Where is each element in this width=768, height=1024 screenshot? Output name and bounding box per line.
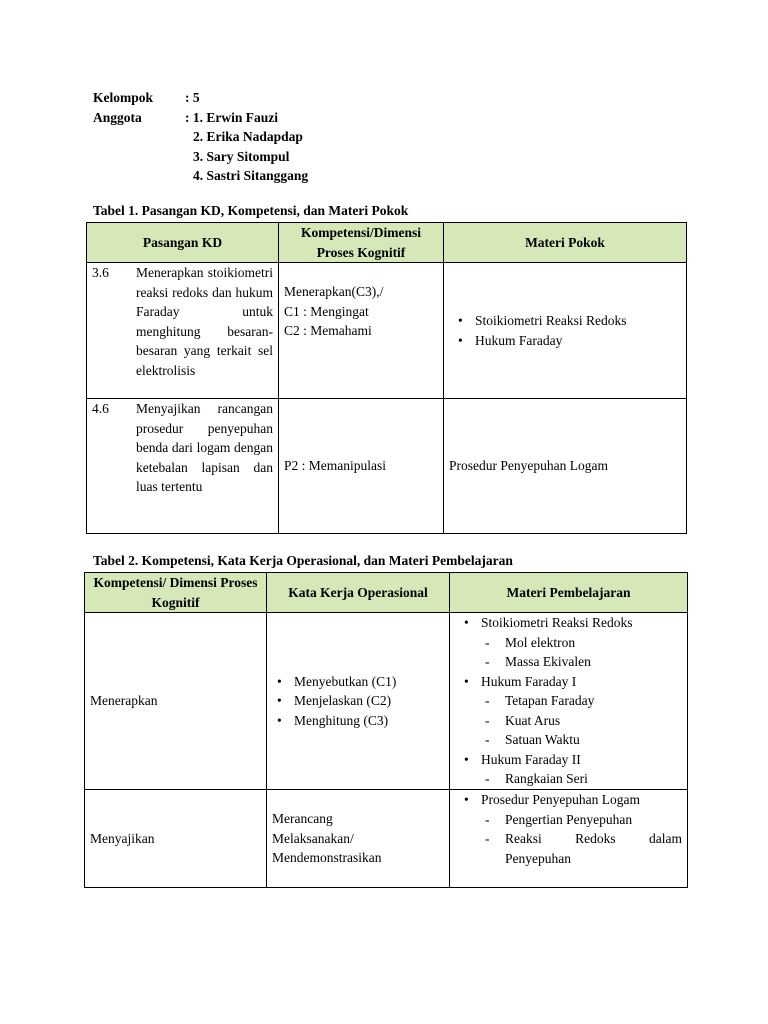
member-2: 2. Erika Nadapdap [193, 129, 303, 144]
t1-r2-materi: Prosedur Penyepuhan Logam [444, 399, 687, 534]
table-row [87, 263, 687, 399]
t2-materi-sub: - Kuat Arus [481, 711, 682, 731]
t1-r1-komp-2: C1 : Mengingat [284, 303, 369, 319]
t1-r1-num: 3.6 [92, 265, 109, 280]
t2-r2-materi-title: • Prosedur Penyepuhan Logam [481, 792, 640, 807]
kelompok-label: Kelompok [93, 90, 154, 105]
t2-r1-kko-1: • Menyebutkan (C1) [272, 672, 444, 692]
anggota-label: Anggota [93, 109, 142, 125]
list-item [459, 750, 682, 789]
table1 [86, 222, 687, 534]
member-3: 3. Sary Sitompul [193, 148, 290, 164]
t2-header-kko: Kata Kerja Operasional [267, 573, 450, 613]
table1-caption: Tabel 1. Pasangan KD, Kompetensi, dan Materi Pokok [93, 203, 409, 218]
table2-caption: Tabel 2. Kompetensi, Kata Kerja Operasional, dan Materi Pembelajaran [93, 553, 513, 568]
table-row [85, 790, 688, 888]
t1-r1-materi-2: • Hukum Faraday [453, 331, 681, 351]
t2-r2-komp: Menyajikan [85, 790, 267, 888]
list-item [459, 613, 682, 672]
t2-r1-kko-2: • Menjelaskan (C2) [272, 691, 444, 711]
t2-r1-kko-3: • Menghitung (C3) [272, 711, 444, 731]
t2-header-komp: Kompetensi/ Dimensi Proses Kognitif [85, 573, 267, 613]
t2-materi-sub: - Rangkaian Seri [481, 769, 682, 789]
t2-r1-kko-cell [267, 613, 450, 790]
t1-r1-materi-cell [444, 263, 687, 399]
t2-materi-sub: - Satuan Waktu [481, 730, 682, 750]
group-info [93, 88, 308, 186]
list-item [459, 790, 682, 868]
t2-r2-materi-sub: - Reaksi Redoks dalam Penyepuhan [481, 829, 682, 868]
t2-r1-materi-cell [450, 613, 688, 790]
t2-r2-materi-sub: - Pengertian Penyepuhan [481, 810, 682, 830]
member-4: 4. Sastri Sitanggang [193, 168, 309, 183]
t2-header-materi: Materi Pembelajaran [450, 573, 688, 613]
t1-r2-num: 4.6 [92, 401, 109, 416]
t1-r1-kd: Menerapkan stoikiometri reaksi redoks dan hukum Faraday untuk menghitung besaran-besaran yang terkait sel elektrolisis [136, 265, 273, 378]
t1-r1-kd-cell [87, 263, 279, 399]
table2 [84, 572, 688, 888]
table-row [87, 399, 687, 534]
t1-header-materi: Materi Pokok [444, 223, 687, 263]
t1-r1-komp-cell [279, 263, 444, 399]
t2-r2-kko-2: Melaksanakan/ [272, 830, 354, 846]
table-row [85, 613, 688, 790]
t1-r1-komp-1: Menerapkan(C3),/ [284, 284, 384, 299]
t1-r2-kd-cell [87, 399, 279, 534]
t1-header-komp: Kompetensi/Dimensi Proses Kognitif [279, 223, 444, 263]
t2-materi-sub: - Massa Ekivalen [481, 652, 682, 672]
t2-materi-title-2: Hukum Faraday I [481, 673, 577, 689]
t2-materi-sub: - Tetapan Faraday [481, 691, 682, 711]
t2-materi-title-1: Stoikiometri Reaksi Redoks [481, 615, 633, 630]
t1-r1-materi-1: • Stoikiometri Reaksi Redoks [453, 311, 681, 331]
t2-materi-title-3: Hukum Faraday II [481, 751, 581, 767]
list-item [459, 672, 682, 750]
kelompok-value: : 5 [185, 90, 200, 105]
t2-materi-sub: - Mol elektron [481, 633, 682, 653]
member-1: : 1. Erwin Fauzi [185, 109, 278, 125]
t1-r2-kd: Menyajikan rancangan prosedur penyepuhan benda dari logam dengan ketebalan lapisan dan luas tertentu [136, 401, 273, 494]
t2-r1-komp: Menerapkan [85, 613, 267, 790]
t1-header-kd: Pasangan KD [87, 223, 279, 263]
t2-r2-kko-cell [267, 790, 450, 888]
t1-r2-komp: P2 : Memanipulasi [279, 399, 444, 534]
t2-r2-kko-3: Mendemonstrasikan [272, 850, 382, 866]
t2-r2-kko-1: Merancang [272, 811, 333, 827]
t2-r2-materi-cell [450, 790, 688, 888]
t1-r1-komp-3: C2 : Memahami [284, 323, 372, 338]
